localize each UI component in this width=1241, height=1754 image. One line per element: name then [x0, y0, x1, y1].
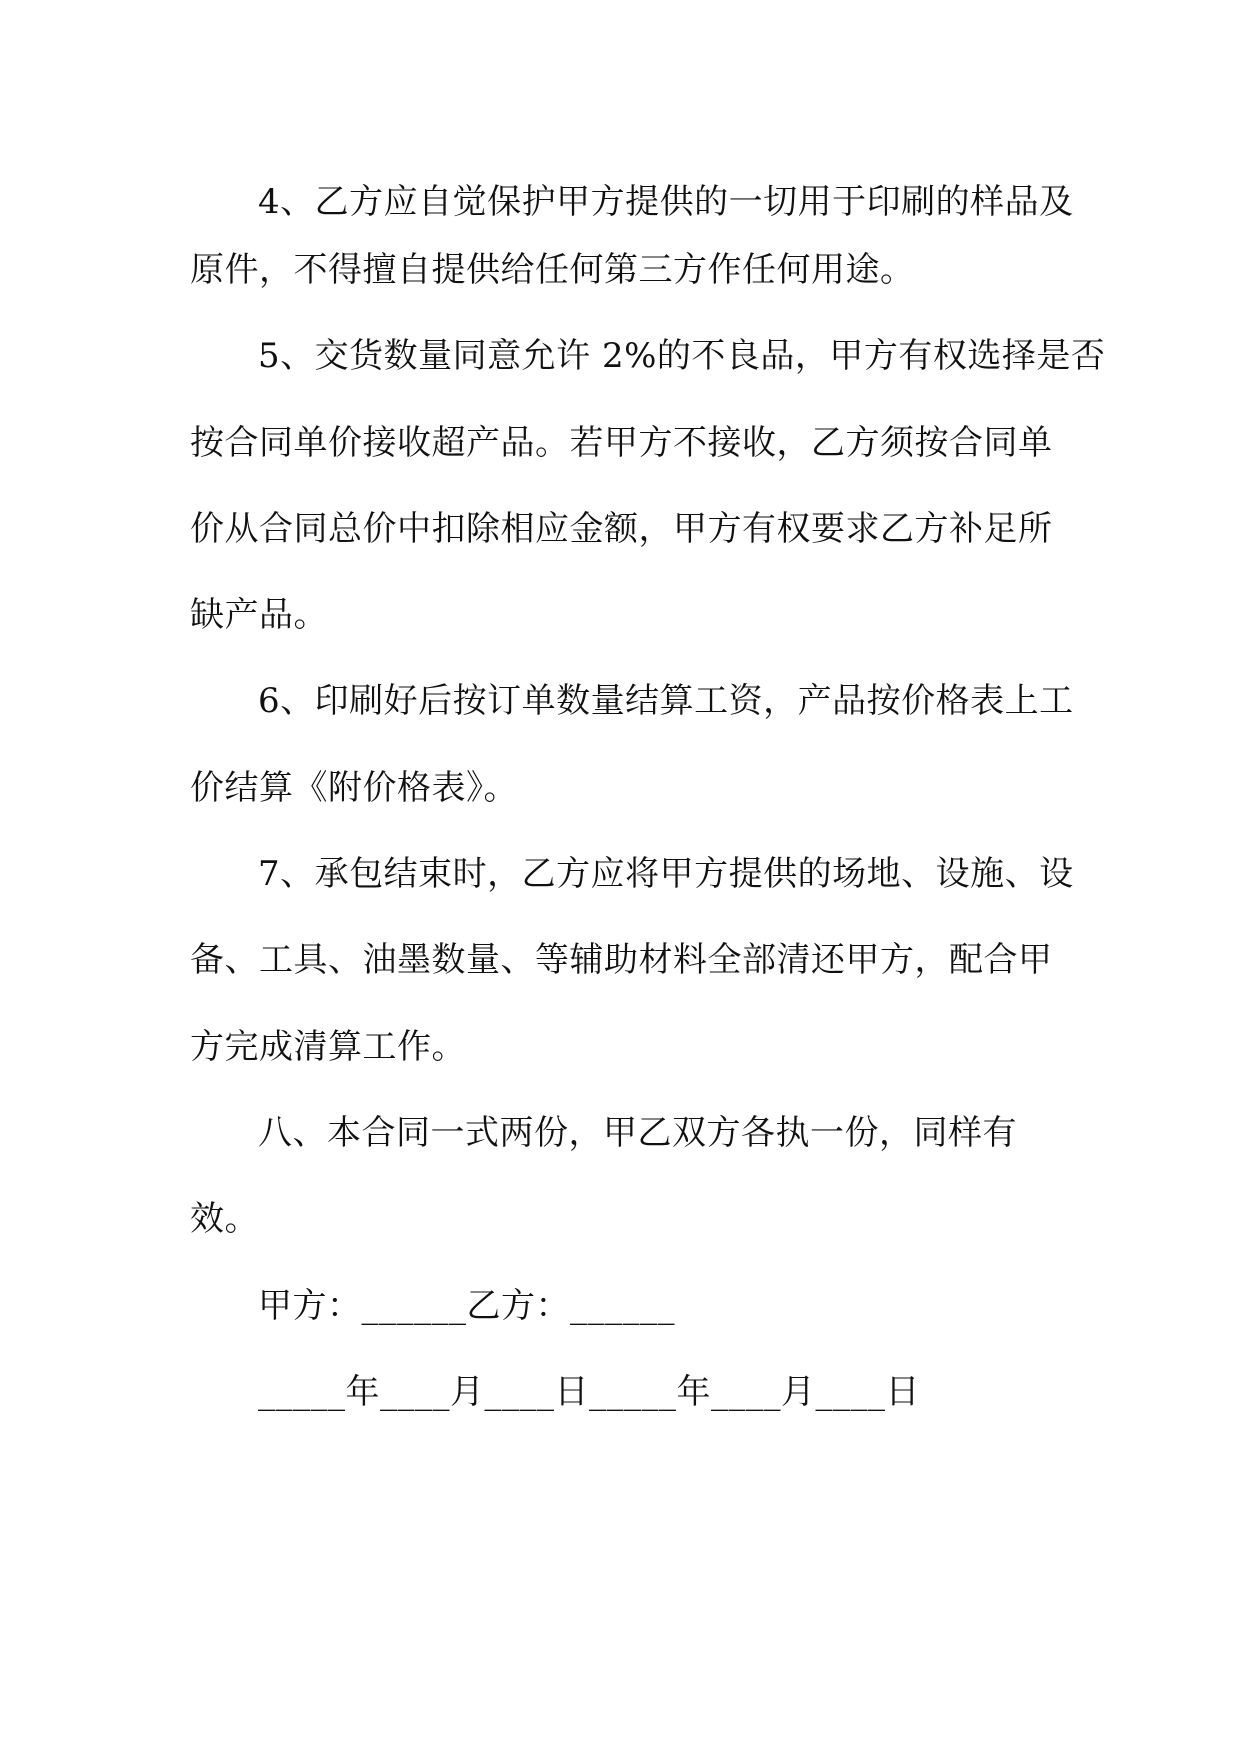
article-8-line-2: 效。 [190, 1199, 259, 1239]
clause-4-line-2: 原件，不得擅自提供给任何第三方作任何用途。 [190, 250, 915, 290]
clause-5-line-2: 按合同单价接收超产品。若甲方不接收，乙方须按合同单 [190, 423, 1053, 463]
clause-7-line-2: 备、工具、油墨数量、等辅助材料全部清还甲方，配合甲 [190, 940, 1053, 980]
clause-5-line-1: 5、交货数量同意允许 2%的不良品，甲方有权选择是否 [258, 336, 1106, 376]
clause-4-line-1: 4、乙方应自觉保护甲方提供的一切用于印刷的样品及 [258, 182, 1074, 222]
date-line: _____年____月____日_____年____月____日 [258, 1372, 920, 1412]
clause-7-line-1: 7、承包结束时，乙方应将甲方提供的场地、设施、设 [258, 854, 1074, 894]
clause-5-line-3: 价从合同总价中扣除相应金额，甲方有权要求乙方补足所 [190, 509, 1053, 549]
article-8-line-1: 八、本合同一式两份，甲乙双方各执一份，同样有 [258, 1113, 1017, 1153]
clause-6-line-2: 价结算《附价格表》。 [190, 768, 518, 808]
clause-6-line-1: 6、印刷好后按订单数量结算工资，产品按价格表上工 [258, 681, 1074, 721]
clause-5-line-4: 缺产品。 [190, 595, 328, 635]
clause-7-line-3: 方完成清算工作。 [190, 1027, 466, 1067]
signature-line: 甲方：______乙方：______ [258, 1286, 675, 1326]
